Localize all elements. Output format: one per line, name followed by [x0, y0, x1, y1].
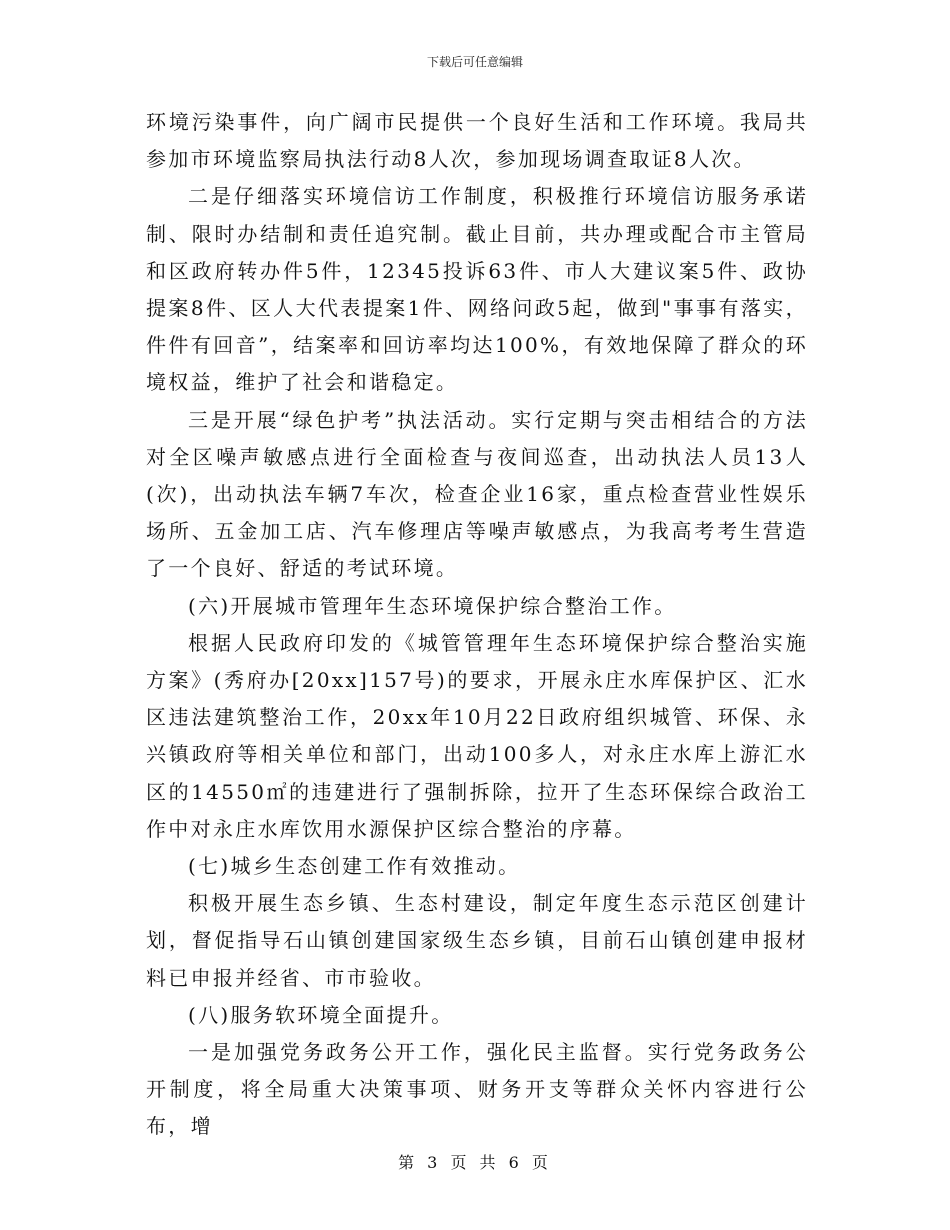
- section-heading-7: (七)城乡生态创建工作有效推动。: [188, 854, 521, 879]
- page-header: 下载后可任意编辑: [426, 55, 523, 69]
- section-heading-8: (八)服务软环境全面提升。: [188, 1002, 454, 1027]
- paragraph-1: 环境污染事件，向广阔市民提供一个良好生活和工作环境。我局共参加市环境监察局执法行动8人次，参加现场调查取证8人次。: [146, 110, 808, 172]
- paragraph-9: 一是加强党务政务公开工作，强化民主监督。实行党务政务公开制度，将全局重大决策事项、财务开支等群众关怀内容进行公布，增: [146, 1040, 808, 1139]
- paragraph-7: 积极开展生态乡镇、生态村建设，制定年度生态示范区创建计划，督促指导石山镇创建国家级生态乡镇，目前石山镇创建申报材料已申报并经省、市市验收。: [146, 891, 808, 990]
- section-heading-6: (六)开展城市管理年生态环境保护综合整治工作。: [188, 593, 677, 618]
- paragraph-2: 二是仔细落实环境信访工作制度，积极推行环境信访服务承诺制、限时办结制和责任追究制。截止目前，共办理或配合市主管局和区政府转办件5件，12345投诉63件、市人大建议案5件、政协提案8件、区人大代表提案1件、网络问政5起，做到"事事有落实，件件有回音”，结案率和回访率均达100%，有效地保障了群众的环境权益，维护了社会和谐稳定。: [146, 184, 808, 395]
- document-body: [146, 104, 808, 1146]
- paragraph-5: 根据人民政府印发的《城管管理年生态环境保护综合整治实施方案》(秀府办[20xx]157号)的要求，开展永庄水库保护区、汇水区违法建筑整治工作，20xx年10月22日政府组织城管、环保、永兴镇政府等相关单位和部门，出动100多人，对永庄水库上游汇水区的14550㎡的违建进行了强制拆除，拉开了生态环保综合政治工作中对永庄水库饮用水源保护区综合整治的序幕。: [146, 630, 808, 841]
- page-footer: 第 3 页 共 6 页: [398, 1153, 552, 1172]
- paragraph-3: 三是开展“绿色护考”执法活动。实行定期与突击相结合的方法对全区噪声敏感点进行全面检查与夜间巡查，出动执法人员13人(次)，出动执法车辆7车次，检查企业16家，重点检查营业性娱乐场所、五金加工店、汽车修理店等噪声敏感点，为我高考考生营造了一个良好、舒适的考试环境。: [146, 407, 808, 581]
